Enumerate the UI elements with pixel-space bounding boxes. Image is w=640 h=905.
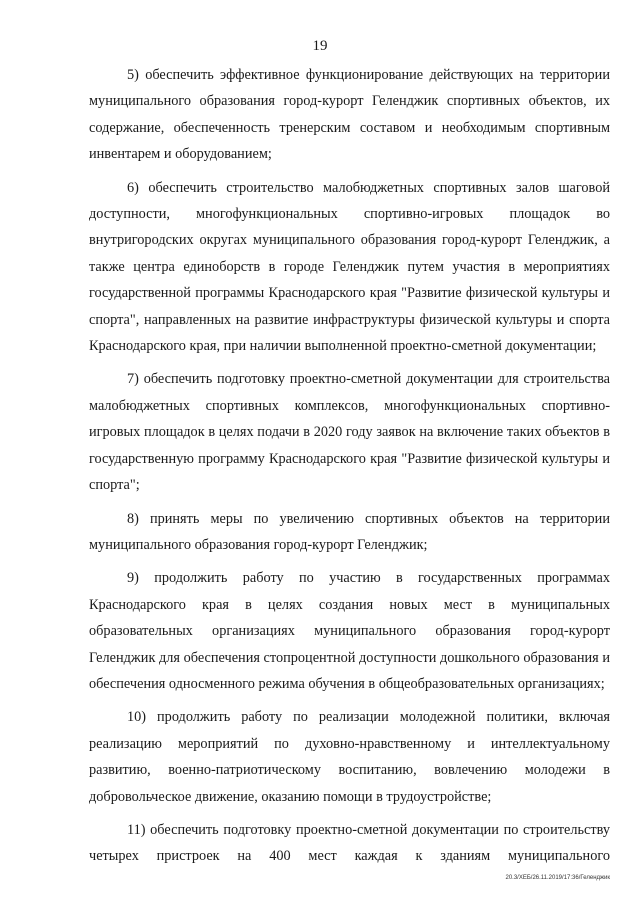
page-number: 19	[312, 38, 328, 54]
paragraph-item-5: 5) обеспечить эффективное функционирование действующих на территории муниципального образования город-курорт Геленджик спортивных объектов, их содержание, обеспеченность тренерским составом и необходимым спортивным инвентарем и оборудованием;	[89, 67, 610, 163]
paragraph-item-11: 11) обеспечить подготовку проектно-сметной документации по строительству четырех пристроек на 400 мест каждая к зданиям муниципального	[89, 821, 610, 865]
paragraph-item-9: 9) продолжить работу по участию в государственных программах Краснодарского края в целях создания новых мест в муниципальных образовательных организациях муниципального образования город-курорт Геленджик для обеспечения стопроцентной доступности дошкольного образования и обеспечения односменного режима обучения в общеобразовательных организациях;	[89, 570, 610, 692]
paragraph-item-7: 7) обеспечить подготовку проектно-сметной документации для строительства малобюджетных спортивных комплексов, многофункциональных спортивно-игровых площадок в целях подачи в 2020 году заявок на включение таких объектов в государственную программу Краснодарского края "Развитие физической культуры и спорта";	[89, 371, 610, 494]
document-footer-stamp: 20.3/ХЕБ/26.11.2019/17:36/Геленджик	[505, 875, 610, 881]
paragraph-item-8: 8) принять меры по увеличению спортивных объектов на территории муниципального образования город-курорт Геленджик;	[89, 510, 610, 553]
paragraph-item-6: 6) обеспечить строительство малобюджетных спортивных залов шаговой доступности, многофункциональных спортивно-игровых площадок во внутригородских округах муниципального образования город-курорт Геленджик, а также центра единоборств в городе Геленджик путем участия в мероприятиях государственной программы Краснодарского края "Развитие физической культуры и спорта", направленных на развитие инфраструктуры физической культуры и спорта Краснодарского края, при наличии выполненной проектно-сметной документации;	[89, 179, 610, 355]
paragraph-item-10: 10) продолжить работу по реализации молодежной политики, включая реализацию мероприятий по духовно-нравственному и интеллектуальному развитию, военно-патриотическому воспитанию, вовлечению молодежи в добровольческое движение, оказанию помощи в трудоустройстве;	[89, 709, 610, 805]
document-body	[89, 62, 610, 877]
